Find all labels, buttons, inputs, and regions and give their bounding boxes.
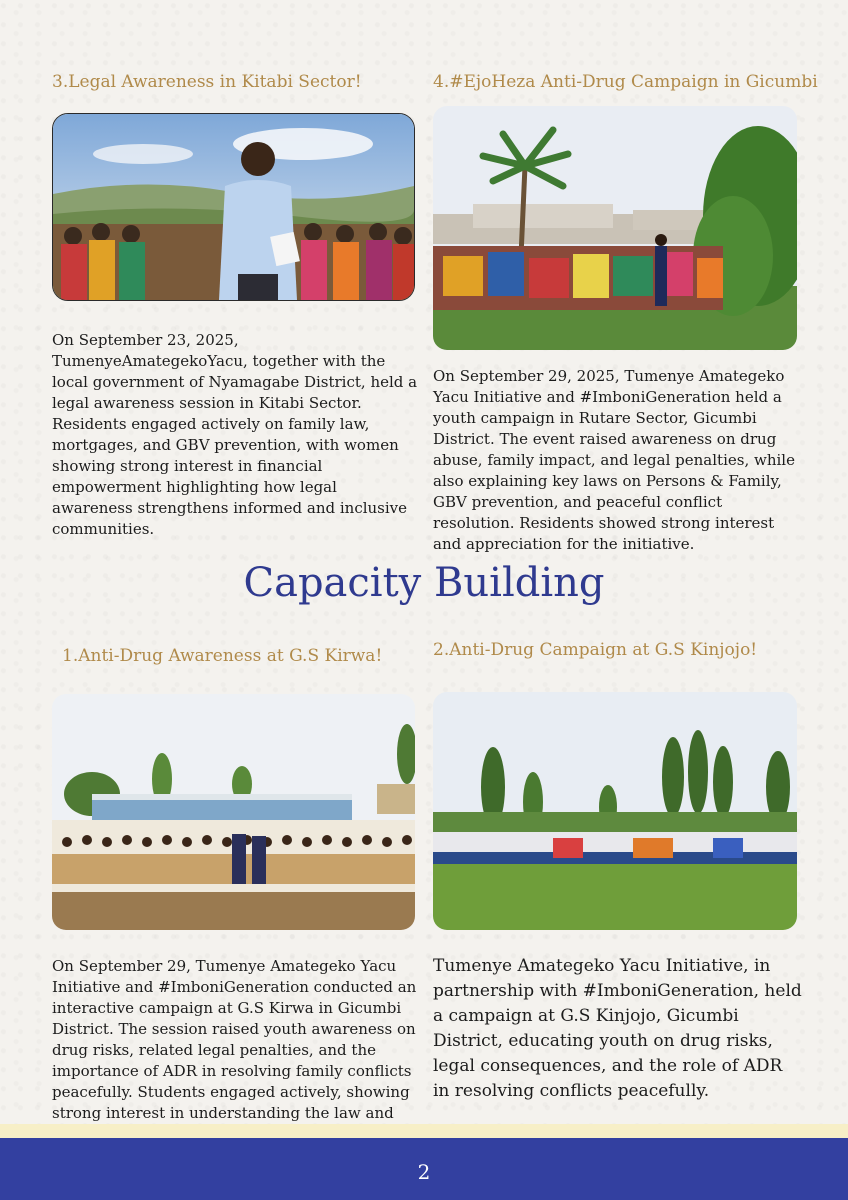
photo-kitabi-session (52, 113, 415, 301)
photo-gs-kinjojo (433, 692, 797, 930)
page-number: 2 (417, 1160, 431, 1184)
capacity-heading-kirwa: 1.Anti-Drug Awareness at G.S Kirwa! (62, 646, 383, 666)
footer-stripe (0, 1124, 848, 1138)
section-title: Capacity Building (243, 560, 605, 606)
capacity-body-kirwa: On September 29, Tumenye Amategeko Yacu Initiative and #ImboniGeneration conducted an interactive campaign at G.S Kirwa in Gicumbi District. The session raised youth awareness on drug risks, related legal penalties, and the importance of ADR in resolving family conflicts peacefully. Students engaged actively, showing strong interest in understanding the law and (52, 957, 417, 1122)
photo-gicumbi-campaign (433, 106, 797, 350)
capacity-body-kinjojo: Tumenye Amategeko Yacu Initiative, in partnership with #ImboniGeneration, held a campaign at G.S Kinjojo, Gicumbi District, educating youth on drug risks, legal consequences, and the role of ADR in resolving conflicts peacefully. (433, 956, 802, 1101)
photo-gs-kirwa (52, 694, 415, 930)
article-heading-gicumbi: 4.#EjoHeza Anti-Drug Campaign in Gicumbi (433, 72, 818, 92)
capacity-heading-kinjojo: 2.Anti-Drug Campaign at G.S Kinjojo! (433, 640, 758, 660)
article-heading-kitabi: 3.Legal Awareness in Kitabi Sector! (52, 72, 362, 92)
article-body-kitabi: On September 23, 2025, TumenyeAmategekoYacu, together with the local government of Nyamagabe District, held a legal awareness session in Kitabi Sector. Residents engaged actively on family law, mortgages, and GBV prevention, with women showing strong interest in financial empowerment highlighting how legal awareness strengthens informed and inclusive communities. (52, 331, 418, 538)
article-body-gicumbi: On September 29, 2025, Tumenye Amategeko Yacu Initiative and #ImboniGeneration held a youth campaign in Rutare Sector, Gicumbi District. The event raised awareness on drug abuse, family impact, and legal penalties, while also explaining key laws on Persons & Family, GBV prevention, and peaceful conflict resolution. Residents showed strong interest and appreciation for the initiative. (433, 367, 795, 553)
